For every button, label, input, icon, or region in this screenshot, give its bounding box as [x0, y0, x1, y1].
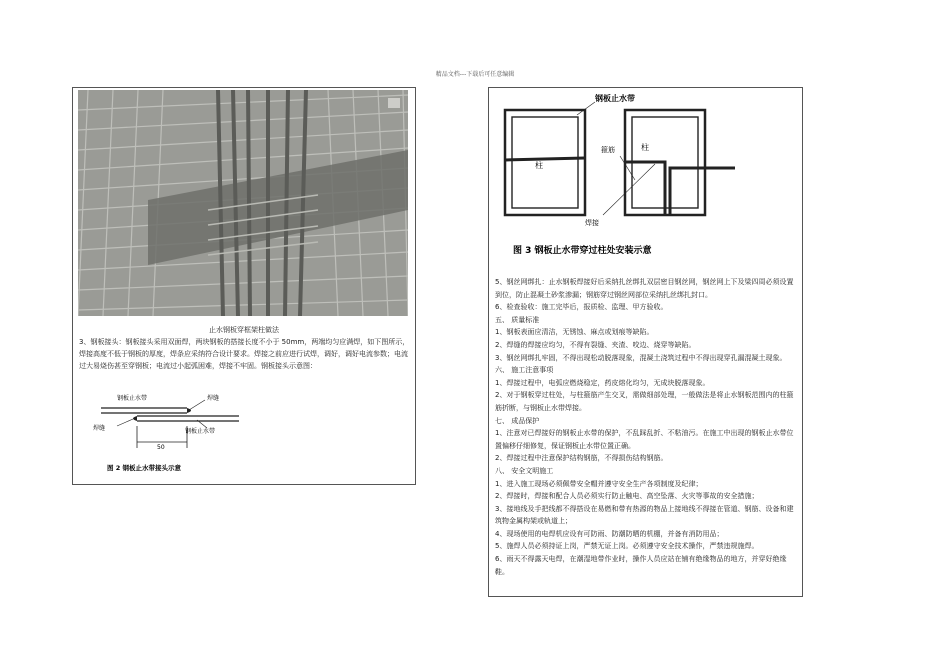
fig2-label-weld-left: 焊缝	[93, 425, 106, 432]
text-line: 1、钢板表面应清洁，无锈蚀、麻点或划痕等缺陷。	[495, 328, 654, 337]
fig2-caption: 图 2 钢板止水带接头示意	[107, 464, 182, 472]
text-line: 6、检查验收：施工完毕后，报质检、监理、甲方验收。	[495, 303, 668, 312]
text-line: 5、钢丝网绑扎：止水钢板焊接好后采纳扎丝绑扎双层密目钢丝网，钢丝网上下及梁四周必须设置到位，防止混凝土砂浆渗漏；钢筋穿过钢丝网部位采纳扎丝绑扎封口。	[495, 278, 794, 299]
text-line: 4、现场使用的电焊机应设有可防雨、防潮防晒的机棚，并备有消防用品；	[495, 529, 724, 538]
fig2-label-plate-top: 钢板止水带	[117, 395, 148, 402]
fig3-label-column-left: 柱	[535, 161, 543, 170]
right-text-body	[495, 276, 797, 578]
figure-3-column-diagram	[495, 90, 795, 260]
fig2-label-plate-bottom: 钢板止水带	[185, 428, 216, 435]
text-line: 2、焊接时，焊接和配合人员必须实行防止触电、高空坠落、火灾等事故的安全措施；	[495, 492, 759, 501]
fig3-caption: 图 3 钢板止水带穿过柱处安装示意	[513, 246, 652, 256]
rebar-photo	[78, 90, 408, 316]
header-text: 精品文档---下载后可任意编辑	[435, 71, 515, 78]
section-heading: 五、 质量标准	[495, 315, 540, 324]
section-heading: 六、 施工注意事项	[495, 366, 554, 375]
fig2-label-weld-right: 焊缝	[207, 395, 220, 402]
right-column	[488, 87, 803, 597]
photo-caption: 止水钢板穿框架柱做法	[209, 326, 279, 334]
fig3-label-plate: 钢板止水带	[595, 94, 635, 103]
fig3-label-column-right: 柱	[641, 143, 649, 152]
fig3-label-weld: 焊接	[585, 219, 599, 227]
fig3-label-stirrup: 箍筋	[601, 146, 615, 154]
text-line: 1、进入施工现场必须佩带安全帽并遵守安全生产各项制度及纪律；	[495, 479, 703, 488]
left-column	[72, 87, 416, 485]
paragraph-steel-joint	[79, 336, 411, 373]
text-line: 1、焊接过程中，电弧应燃烧稳定，药皮熔化均匀，无成块脱落现象。	[495, 378, 710, 387]
text-line: 1、注意对已焊接好的钢板止水带的保护，不乱踩乱折、不粘油污。在施工中出现的钢板止水带位置偏移仔细修复，保证钢板止水带位置正确。	[495, 429, 794, 450]
text-line: 5、施焊人员必须持证上岗，严禁无证上岗。必须遵守安全技术操作，严禁违规施焊。	[495, 542, 759, 551]
text-line: 6、雨天不得露天电焊，在潮湿地带作业时，操作人员应站在铺有绝缘物品的地方，并穿好绝缘鞋。	[495, 555, 787, 576]
paragraph-text: 3、钢板接头：钢板接头采用双面焊，两块钢板的搭接长度不小于 50mm，两端均匀应满焊，如下图所示，焊接高度不低于钢板的厚度，焊条应采纳符合设计要求。焊接之前应进行试焊，调好，调好电流参数；电流过大易烧伤甚至穿钢板；电流过小起弧困难，焊接不牢固。钢板接头示意图：	[79, 338, 410, 371]
text-line: 3、钢丝网绑扎牢固，不得出现松动脱落现象，混凝土浇筑过程中不得出现穿孔漏混凝土现象。	[495, 353, 787, 362]
text-line: 2、对于钢板穿过柱处，与柱箍筋产生交叉，需做细部处理，一般做法是将止水钢板范围内的柱箍筋折断，与钢板止水带焊接。	[495, 391, 794, 412]
fig2-dimension: 50	[157, 444, 165, 451]
section-heading: 七、 成品保护	[495, 416, 540, 425]
text-line: 2、焊接过程中注意保护结构钢筋，不得损伤结构钢筋。	[495, 454, 668, 463]
text-line: 2、焊缝的焊接应均匀，不得有裂缝、夹渣、咬边、烧穿等缺陷。	[495, 340, 696, 349]
section-heading: 八、 安全文明施工	[495, 466, 554, 475]
figure-2-joint-diagram	[87, 386, 247, 481]
text-line: 3、接地线及手把线都不得搭设在易燃和带有热源的物品上接地线不得接在管道、钢筋、设备和建筑物金属构架或轨道上；	[495, 504, 794, 526]
